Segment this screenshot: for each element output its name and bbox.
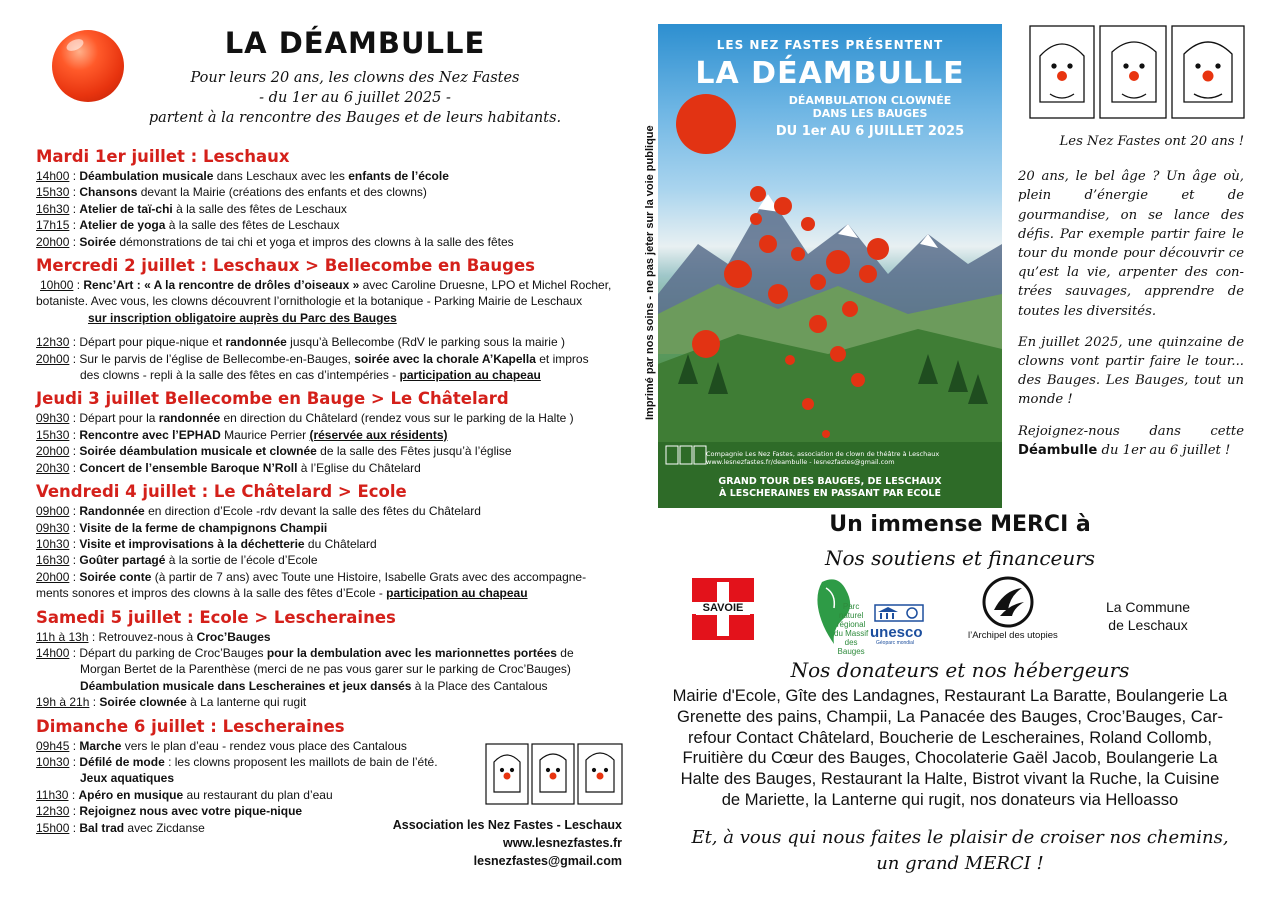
event-text-segment: (réservée aux résidents) — [309, 427, 448, 442]
event-text-segment: Sur le parvis de l’église de Bellecombe-en-Bauges, — [79, 351, 355, 366]
parc-label-3: régional — [836, 620, 866, 629]
event-text-segment: vers le plan d’eau - rendez vous place des Cantalous — [121, 738, 407, 753]
intro-line-2: - du 1er au 6 juillet 2025 - — [259, 90, 451, 106]
anniversary-text — [1018, 132, 1244, 472]
event-row: 15h00 : Bal trad avec Zicdanse — [36, 820, 205, 835]
donors-heading: Nos donateurs et nos hébergeurs — [790, 658, 1130, 682]
parc-label-1: Parc — [842, 602, 860, 611]
event-row: 20h30 : Concert de l’ensemble Baroque N’Roll à l’Eglise du Châtelard — [36, 460, 421, 475]
anniversary-paragraph-1: 20 ans, le bel âge ? Un âge où, plein d’énergie et de gourmandise, on se lance des défis. Par exemple partir faire le tour du monde pour découvrir ce qu’est la vie, arpenter des con-trées sauvages, apprendre de toutes les diversités. — [1018, 169, 1244, 319]
event-text-segment: de — [556, 645, 574, 660]
event-time: 16h30 — [36, 553, 70, 568]
event-text-segment: Bal trad — [79, 820, 125, 835]
event-text-segment: Soirée clownée — [99, 695, 187, 710]
event-text-segment: avec Caroline Druesne, LPO et Michel Rocher, — [359, 278, 612, 293]
event-text-segment: jusqu’à Bellecombe (RdV le parking sous la mairie ) — [286, 335, 565, 350]
event-row — [36, 293, 636, 309]
event-time: 14h00 — [36, 645, 70, 660]
archipel-logo-icon — [980, 576, 1036, 628]
parc-label-6: Bauges — [837, 647, 865, 656]
event-text-segment: Soirée conte — [79, 569, 152, 584]
event-time: 12h30 — [36, 335, 70, 350]
event-row: 20h00 : Soirée démonstrations de tai chi et yoga et impros des clowns à la salle des fêtes — [36, 234, 514, 249]
poster-company — [706, 450, 992, 466]
poster-dates: DU 1er AU 6 JUILLET 2025 — [775, 124, 965, 139]
unesco-label: unesco — [870, 624, 923, 641]
event-row: 10h00 : Renc’Art : « A la rencontre de drôles d’oiseaux » avec Caroline Druesne, LPO et Michel Rocher, — [40, 278, 612, 293]
event-row: 12h30 : Rejoignez nous avec votre pique-nique — [36, 804, 303, 819]
poster-company-line-1: Compagnie Les Nez Fastes, association de clown de théâtre à Leschaux — [706, 450, 940, 458]
poster-presenter: LES NEZ FASTES PRÉSENTENT — [716, 38, 944, 52]
event-text-segment: de la salle des Fêtes jusqu’à l’église — [316, 444, 512, 459]
event-text-segment: Maurice Perrier — [220, 427, 310, 442]
parc-label-4: du Massif — [834, 629, 869, 638]
event-text-segment: des clowns - repli à la salle des fêtes en cas d’intempéries - — [80, 368, 400, 383]
day-heading: Samedi 5 juillet : Ecole > Lescheraines — [36, 607, 396, 627]
event-text-segment: Morgan Bertet de la Parenthèse (merci de ne pas vous garer sur le parking de Croc’Bauges) — [80, 662, 571, 677]
poster-tour — [658, 476, 1002, 500]
event-row — [36, 310, 636, 326]
poster-subtitle — [748, 94, 992, 120]
event-text-segment: participation au chapeau — [386, 586, 528, 601]
event-time: 12h30 — [36, 804, 70, 819]
event-text-segment: soirée avec la chorale A’Kapella — [354, 351, 536, 366]
final-thanks — [650, 825, 1270, 877]
commune-line-2: de Leschaux — [1108, 617, 1188, 633]
poster-subtitle-line-2: DANS LES BAUGES — [812, 107, 928, 120]
join-us-text: Rejoignez-nous dans cette — [1018, 423, 1244, 439]
event-text-segment: participation au chapeau — [399, 368, 541, 383]
event-text-segment: randonnée — [158, 411, 221, 426]
event-row: 20h00 : Soirée conte (à partir de 7 ans) avec Toute une Histoire, Isabelle Grats avec des accompagne- — [36, 569, 587, 584]
final-thanks-line-1: Et, à vous qui nous faites le plaisir de croiser nos chemins, — [691, 827, 1229, 848]
event-row: 09h30 : Départ pour la randonnée en direction du Châtelard (rendez vous sur le parking de la Halte ) — [36, 411, 574, 426]
event-time: 11h à 13h — [36, 629, 89, 644]
event-text-segment: Croc’Bauges — [196, 629, 271, 644]
event-row: 10h30 : Visite et improvisations à la déchetterie du Châtelard — [36, 536, 377, 551]
event-text-segment: Soirée déambulation musicale et clownée — [79, 444, 317, 459]
poster-company-line-2: www.lesnezfastes.fr/deambulle - lesnezfastes@gmail.com — [706, 458, 895, 466]
event-row: 16h30 : Goûter partagé à la sortie de l’école d’Ecole — [36, 553, 318, 568]
event-text-segment: Rejoignez nous avec votre pique-nique — [79, 804, 303, 819]
commune-leschaux-label — [1088, 598, 1208, 634]
donors-line-5: Halte des Bauges, Restaurant la Halte, Bistrot vivant la Ruche, la Cuisine — [680, 769, 1220, 789]
event-text-segment: : les clowns proposent les maillots de bain de l’été. — [164, 754, 438, 769]
event-text-segment: randonnée — [225, 335, 287, 350]
event-text-segment: Défilé de mode — [79, 754, 165, 769]
donors-line-2: Grenette des pains, Champii, La Panacée des Bauges, Croc’Bauges, Car- — [676, 706, 1224, 726]
event-text-segment: Renc’Art : « A la rencontre de drôles d’oiseaux » — [83, 278, 360, 293]
event-text-segment: (à partir de 7 ans) avec Toute une Histoire, Isabelle Grats avec des accompagne- — [151, 569, 587, 584]
event-time: 10h30 — [36, 536, 70, 551]
event-row: 09h00 : Randonnée en direction d’Ecole -rdv devant la salle des fêtes du Châtelard — [36, 504, 481, 519]
event-text-segment: Soirée — [79, 234, 117, 249]
event-text-segment: Rencontre avec l’EPHAD — [79, 427, 221, 442]
event-text-segment: Goûter partagé — [79, 553, 166, 568]
event-time: 10h30 — [36, 754, 70, 769]
day-heading: Mercredi 2 juillet : Leschaux > Bellecombe en Bauges — [36, 256, 536, 276]
savoie-label: SAVOIE — [692, 602, 754, 614]
event-text-segment: avec Zicdanse — [124, 820, 205, 835]
event-row: 15h30 : Rencontre avec l’EPHAD Maurice Perrier (réservée aux résidents) — [36, 427, 448, 442]
event-text-segment: à l’Eglise du Châtelard — [297, 460, 421, 475]
donors-line-1: Mairie d'Ecole, Gîte des Landagnes, Restaurant La Baratte, Boulangerie La — [672, 686, 1228, 705]
day-heading: Dimanche 6 juillet : Lescheraines — [36, 716, 345, 736]
event-time: 09h30 — [36, 411, 70, 426]
join-us-dates: du 1er au 6 juillet ! — [1097, 442, 1231, 458]
event-text-segment: devant la Mairie (créations des enfants et des clowns) — [137, 185, 427, 200]
event-text-segment: Visite et improvisations à la déchetterie — [79, 536, 305, 551]
event-text-segment: en direction du Châtelard (rendez vous sur le parking de la Halte ) — [220, 411, 574, 426]
event-text-segment: au restaurant du plan d’eau — [183, 787, 333, 802]
event-text-segment: du Châtelard — [304, 536, 377, 551]
anniversary-headline: Les Nez Fastes ont 20 ans ! — [1059, 134, 1244, 149]
archipel-label: l’Archipel des utopies — [968, 630, 1058, 641]
event-time: 09h30 — [36, 520, 70, 535]
event-text-segment: enfants de l’école — [348, 169, 449, 183]
event-row-continuation — [36, 661, 636, 677]
event-row: 11h à 13h : Retrouvez-nous à Croc’Bauges — [36, 629, 271, 644]
event-poster — [658, 24, 1002, 508]
event-text-segment: à La lanterne qui rugit — [186, 695, 307, 710]
unesco-temple-icon — [874, 604, 924, 622]
event-text-segment: dans Leschaux avec les — [213, 169, 349, 183]
event-text-segment: Concert de l’ensemble Baroque N’Roll — [79, 460, 298, 475]
donors-list — [650, 686, 1250, 811]
event-text-segment: Chansons — [79, 185, 138, 200]
event-row: 14h00 : Déambulation musicale dans Leschaux avec les enfants de l’école — [36, 169, 449, 183]
event-time: 19h à 21h — [36, 695, 90, 710]
poster-tour-line-1: GRAND TOUR DES BAUGES, DE LESCHAUX — [718, 476, 942, 487]
print-notice: Imprimé par nos soins - ne pas jeter sur la voie publique — [644, 125, 656, 420]
event-text-segment: Départ du parking de Croc’Bauges — [79, 645, 267, 660]
thanks-heading: Un immense MERCI à — [829, 512, 1091, 537]
donors-line-3: refour Contact Châtelard, Boucherie de Lescheraines, Roland Collomb, — [688, 727, 1212, 747]
event-text-segment: Départ pour pique-nique et — [79, 335, 226, 350]
event-time: 20h00 — [36, 351, 70, 366]
event-text-segment: à la salle des fêtes de Leschaux — [165, 218, 340, 233]
event-text-segment: botaniste. Avec vous, les clowns découvrent l’ornithologie et la botanique - Parking Mairie de Leschaux — [36, 294, 583, 309]
event-text-segment: Apéro en musique — [78, 787, 184, 802]
join-us-paragraph — [1018, 422, 1244, 460]
poster-subtitle-line-1: DÉAMBULATION CLOWNÉE — [788, 94, 952, 107]
event-text-segment: à la sortie de l’école d’Ecole — [165, 553, 318, 568]
event-time: 20h30 — [36, 460, 70, 475]
event-row: 15h30 : Chansons devant la Mairie (créations des enfants et des clowns) — [36, 185, 427, 200]
clown-comic-strip-icon — [484, 742, 624, 806]
event-row: 09h45 : Marche vers le plan d’eau - rendez vous place des Cantalous — [36, 738, 407, 753]
association-website[interactable]: www.lesnezfastes.fr — [502, 836, 622, 850]
final-thanks-line-2: un grand MERCI ! — [876, 853, 1044, 874]
event-time: 14h00 — [36, 169, 70, 183]
parc-label-2: naturel — [838, 611, 864, 620]
program-schedule — [36, 146, 636, 836]
association-name: Association les Nez Fastes - Leschaux — [392, 818, 622, 832]
donors-line-6: de Mariette, la Lanterne qui rugit, nos donateurs via Helloasso — [721, 789, 1179, 809]
intro-line-1: Pour leurs 20 ans, les clowns des Nez Fastes — [190, 70, 520, 86]
event-text-segment: démonstrations de tai chi et yoga et impros des clowns à la salle des fêtes — [116, 234, 514, 249]
event-time: 09h45 — [36, 738, 70, 753]
poster-tour-line-2: À LESCHERAINES EN PASSANT PAR ECOLE — [719, 488, 941, 499]
event-row: 11h30 : Apéro en musique au restaurant du plan d’eau — [36, 787, 333, 802]
event-text-segment: Retrouvez-nous à — [98, 629, 197, 644]
event-time: 20h00 — [36, 569, 70, 584]
event-row-continuation — [36, 367, 636, 383]
event-text-segment: Marche — [79, 738, 122, 753]
event-time: 15h30 — [36, 185, 70, 200]
event-time: 11h30 — [36, 787, 69, 802]
event-row: 20h00 : Soirée déambulation musicale et clownée de la salle des Fêtes jusqu’à l’église — [36, 444, 512, 459]
event-time: 16h30 — [36, 201, 70, 216]
parc-label — [834, 602, 868, 656]
anniversary-paragraph-2: En juillet 2025, une quinzaine de clowns vont partir faire le tour... des Bauges. Les Bauges, tout un monde ! — [1018, 334, 1244, 408]
event-text-segment: Déambulation musicale dans Lescheraines et jeux dansés — [80, 678, 412, 693]
event-time: 17h15 — [36, 218, 70, 233]
event-row: 16h30 : Atelier de taï-chi à la salle des fêtes de Leschaux — [36, 201, 347, 216]
event-row-continuation — [36, 678, 636, 694]
day-heading: Vendredi 4 juillet : Le Châtelard > Ecole — [36, 482, 407, 502]
event-text-segment: Déambulation musicale — [79, 169, 214, 183]
program-panel — [30, 20, 630, 880]
event-row-continuation — [36, 585, 636, 601]
event-text-segment: pour la dembulation avec les marionnettes portées — [266, 645, 557, 660]
page-title: LA DÉAMBULLE — [224, 26, 486, 60]
event-text-segment: sur inscription obligatoire auprès du Parc des Bauges — [88, 310, 397, 325]
event-text-segment: Atelier de taï-chi — [79, 201, 173, 216]
sponsor-logos — [690, 574, 1250, 656]
event-time: 09h00 — [36, 504, 70, 519]
day-heading: Mardi 1er juillet : Leschaux — [36, 147, 290, 166]
event-text-segment: en direction d’Ecole -rdv devant la salle des fêtes du Châtelard — [144, 504, 481, 519]
intro-text — [30, 68, 680, 128]
event-row: 20h00 : Sur le parvis de l’église de Bellecombe-en-Bauges, soirée avec la chorale A’Kapella et impros — [36, 351, 589, 366]
association-contact — [393, 816, 622, 870]
event-time: 15h30 — [36, 427, 70, 442]
event-text-segment: Départ pour la — [79, 411, 159, 426]
join-us-deambulle: Déambulle — [1018, 442, 1098, 458]
event-text-segment: Visite de la ferme de champignons Champii — [79, 520, 328, 535]
event-text-segment: Jeux aquatiques — [80, 771, 175, 786]
event-text-segment: à la Place des Cantalous — [411, 678, 548, 693]
event-time: 15h00 — [36, 820, 70, 835]
poster-title: LA DÉAMBULLE — [695, 56, 965, 91]
donors-line-4: Fruitière du Cœur des Bauges, Chocolaterie Gaël Jacob, Boulangerie La — [682, 748, 1218, 768]
unesco-sublabel: Géoparc mondial — [876, 640, 915, 646]
event-time: 10h00 — [40, 278, 74, 293]
clown-comic-strip-large-icon — [1028, 24, 1246, 120]
intro-line-3: partent à la rencontre des Bauges et de leurs habitants. — [148, 110, 562, 126]
event-row: 10h30 : Défilé de mode : les clowns proposent les maillots de bain de l’été. — [36, 754, 438, 769]
event-row: 17h15 : Atelier de yoga à la salle des fêtes de Leschaux — [36, 218, 340, 233]
event-row: 12h30 : Départ pour pique-nique et randonnée jusqu’à Bellecombe (RdV le parking sous la mairie ) — [36, 335, 565, 350]
event-text-segment: et impros — [535, 351, 589, 366]
event-time: 20h00 — [36, 444, 70, 459]
event-text-segment: ments sonores et impros des clowns à la salle des fêtes d’Ecole - — [36, 586, 387, 601]
parc-label-5: des — [844, 638, 858, 647]
day-heading: Jeudi 3 juillet Bellecombe en Bauge > Le Châtelard — [36, 389, 509, 409]
event-text-segment: Randonnée — [79, 504, 145, 519]
event-text-segment: Atelier de yoga — [79, 218, 166, 233]
event-time: 20h00 — [36, 234, 70, 249]
association-email[interactable]: lesnezfastes@gmail.com — [473, 854, 622, 868]
event-row: 14h00 : Départ du parking de Croc’Bauges pour la dembulation avec les marionnettes portées de — [36, 645, 574, 660]
commune-line-1: La Commune — [1105, 599, 1191, 615]
event-row: 09h30 : Visite de la ferme de champignons Champii — [36, 520, 328, 535]
event-row: 19h à 21h : Soirée clownée à La lanterne qui rugit — [36, 695, 307, 710]
sponsors-heading: Nos soutiens et financeurs — [824, 546, 1096, 570]
event-text-segment: à la salle des fêtes de Leschaux — [172, 201, 347, 216]
